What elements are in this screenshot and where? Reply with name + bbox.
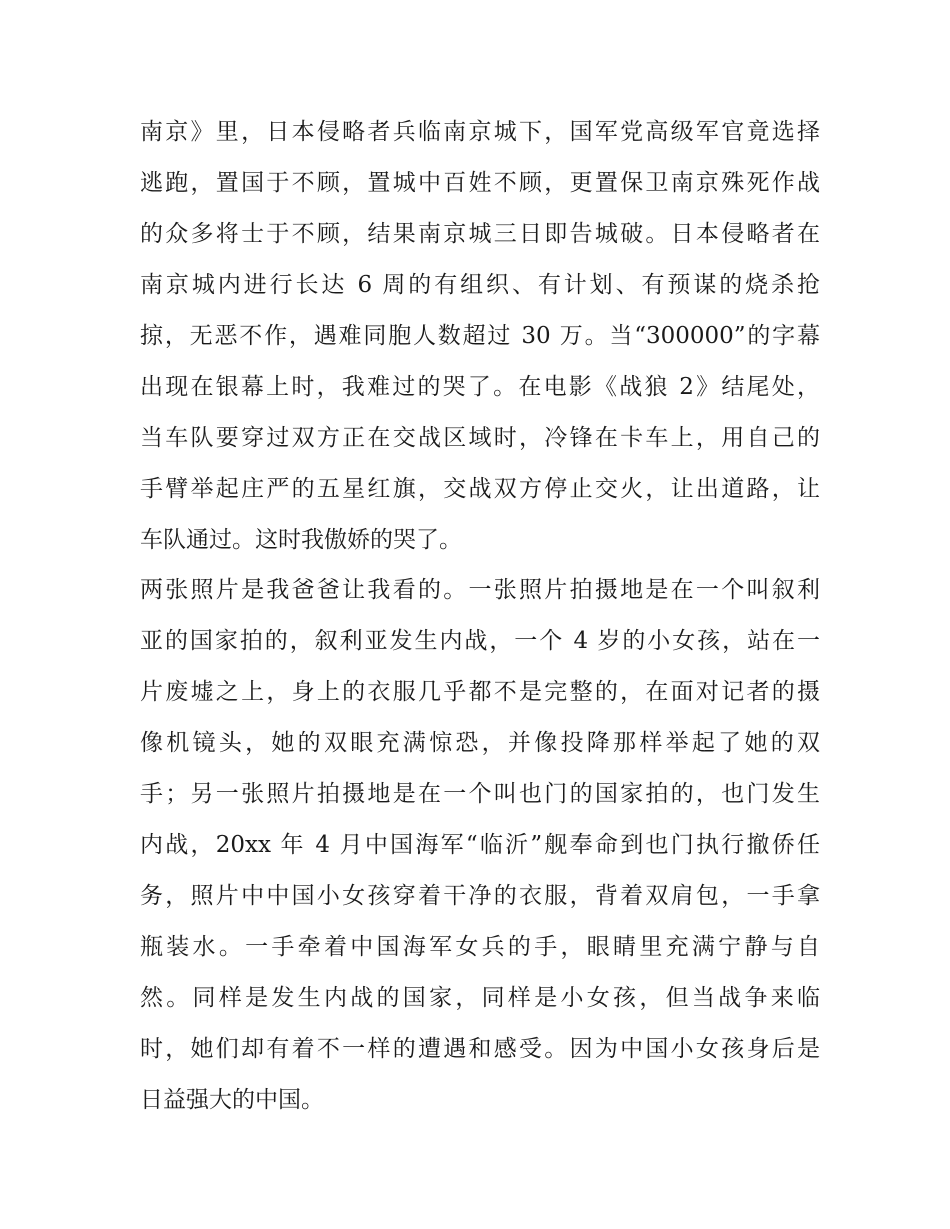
text-line: 当车队要穿过双方正在交战区域时，冷锋在卡车上，用自己的 xyxy=(140,424,820,451)
text-line: 手臂举起庄严的五星红旗，交战双方停止交火，让出道路，让 xyxy=(140,475,820,502)
text-line: 两张照片是我爸爸让我看的。一张照片拍摄地是在一个叫叙利 xyxy=(140,577,820,604)
text-line: 手；另一张照片拍摄地是在一个叫也门的国家拍的，也门发生 xyxy=(140,781,820,808)
text-line: 南京城内进行长达 6 周的有组织、有计划、有预谋的烧杀抢 xyxy=(140,271,820,298)
text-line: 出现在银幕上时，我难过的哭了。在电影《战狼 2》结尾处， xyxy=(140,373,820,400)
text-line: 掠，无恶不作，遇难同胞人数超过 30 万。当“300000”的字幕 xyxy=(140,322,820,349)
text-line: 像机镜头，她的双眼充满惊恐，并像投降那样举起了她的双 xyxy=(140,730,820,757)
text-line: 瓶装水。一手牵着中国海军女兵的手，眼睛里充满宁静与自 xyxy=(140,934,820,960)
document-body xyxy=(140,107,820,1126)
text-line: 逃跑，置国于不顾，置城中百姓不顾，更置保卫南京殊死作战 xyxy=(140,169,820,196)
text-line: 时，她们却有着不一样的遭遇和感受。因为中国小女孩身后是 xyxy=(140,1035,820,1062)
text-line: 日益强大的中国。 xyxy=(140,1086,324,1113)
text-line: 车队通过。这时我傲娇的哭了。 xyxy=(140,526,462,553)
text-line: 南京》里，日本侵略者兵临南京城下，国军党高级军官竟选择 xyxy=(140,119,820,145)
text-line: 务，照片中中国小女孩穿着干净的衣服，背着双肩包，一手拿 xyxy=(140,883,820,910)
text-line: 然。同样是发生内战的国家，同样是小女孩，但当战争来临 xyxy=(140,984,820,1011)
text-line: 的众多将士于不顾，结果南京城三日即告城破。日本侵略者在 xyxy=(140,220,820,247)
paragraph-2 xyxy=(140,565,820,1125)
paragraph-1 xyxy=(140,107,820,565)
text-line: 内战，20xx 年 4 月中国海军“临沂”舰奉命到也门执行撤侨任 xyxy=(140,832,820,859)
text-line: 亚的国家拍的，叙利亚发生内战，一个 4 岁的小女孩，站在一 xyxy=(140,628,820,655)
text-line: 片废墟之上，身上的衣服几乎都不是完整的，在面对记者的摄 xyxy=(140,679,820,706)
